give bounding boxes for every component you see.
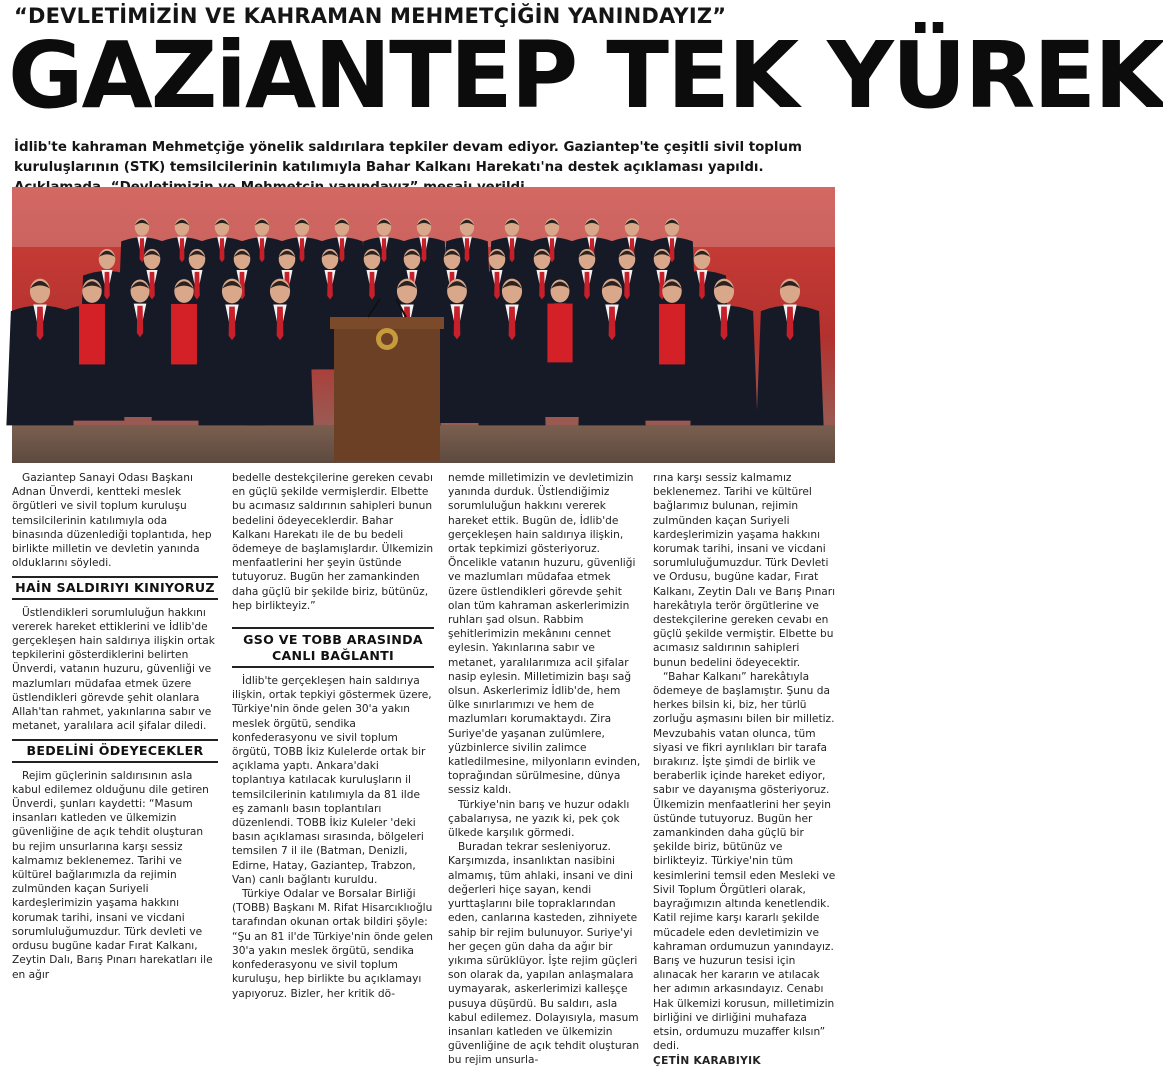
paragraph: bedelle destekçilerine gereken cevabı en güçlü şekilde vermişlerdir. Elbette bu acımasız saldırının sahipleri bunun bedelini ödeyeceklerdir. Bahar Kalkanı Harekatı ile de bu bedeli ödemeye de başlamışlardır. Ülkemizin menfaatlerini her şeyin üstünde tutuyoruz. Bugün her zamankinden daha güçlü bir şekilde biriz, bütünüz, hep birlikteyiz.”: [232, 472, 434, 612]
paragraph: Türkiye'nin barış ve huzur odaklı çabalarıysa, ne yazık ki, pek çok ülkede karşılık görmedi.: [448, 798, 630, 840]
paragraph: Türkiye Odalar ve Borsalar Birliği (TOBB) Başkanı M. Rifat Hisarcıklıoğlu tarafından okunan ortak bildiri şöyle: “Şu an 81 il'de Türkiye'nin önde gelen 30'a yakın meslek örgütü, sendika konfederasyonu ve sivil toplum kuruluşu, hep birlikte bu açıklamayı yapıyoruz. Bizler, her kritik dö-: [232, 888, 433, 1000]
podium: [330, 299, 444, 461]
paragraph: Üstlendikleri sorumluluğun hakkını vererek hareket ettiklerini ve İdlib'de gerçekleşen hain saldırıya ilişkin ortak tepkilerini gösterdiklerini belirten Ünverdi, vatanın huzuru, güvenliği ve mazlumları müdafaa etmek üzere üstlendikleri görevde şehit olanlara Allah'tan rahmet, yakınlarına sabır ve metanet, yaralılara acil şifalar diledi.: [12, 606, 215, 733]
column-3: [448, 471, 641, 1068]
paragraph: İdlib'te gerçekleşen hain saldırıya ilişkin, ortak tepkiyi göstermek üzere, Türkiye'nin önde gelen 30'a yakın meslek örgütü, sendika konfederasyonu ve sivil toplum örgütü, TOBB İkiz Kulelerde ortak bir açıklama yaptı. Ankara'daki toplantıya katılacak kuruluşların il temsilcilerinin katılımıyla da 81 ilde eş zamanlı basın toplantıları düzenlendi. TOBB İkiz Kuleler 'deki basın açıklaması sırasında, bölgeleri temsilen 7 il ile (Batman, Denizli, Edirne, Hatay, Gaziantep, Trabzon, Van) canlı bağlantı kuruldu.: [232, 675, 432, 886]
byline: ÇETİN KARABIYIK: [653, 1055, 761, 1068]
subheading: BEDELİNİ ÖDEYECEKLER: [12, 739, 218, 762]
paragraph: Rejim güçlerinin saldırısının asla kabul edilemez olduğunu dile getiren Ünverdi, şunları kaydetti: “Masum insanları katleden ve ülkemizin güvenliğine de açık tehdit oluşturan bu rejim unsurlarına karşı sessiz kalmamız beklenemez. Tarihi ve kültürel bağlarımızla da rejimin zulmünden kaçan Suriyeli kardeşlerimizin yaşama hakkını korumak tarihi, insani ve vicdani sorumluluğumuzdur. Türk devleti ve ordusu bugüne kadar Fırat Kalkanı, Zeytin Dalı, Barış Pınarı harekatları ile en ağır: [12, 769, 213, 981]
subheading: GSO VE TOBB ARASINDA CANLI BAĞLANTI: [232, 627, 434, 668]
paragraph: Gaziantep Sanayi Odası Başkanı Adnan Ünverdi, kentteki meslek örgütleri ve sivil toplum kuruluşu temsilcilerinin katılımıyla oda binasında düzenlediği toplantıda, hep birlikte milletin ve devletin yanında olduklarını söyledi.: [12, 472, 212, 570]
paragraph: rına karşı sessiz kalmamız beklenemez. Tarihi ve kültürel bağlarımız bulunan, rejimin zulmünden kaçan Suriyeli kardeşlerimizin yaşama hakkını korumak tarihi, insani ve vicdani sorumluluğumuzdur. Türk Devleti ve Ordusu, bugüne kadar, Fırat Kalkanı, Zeytin Dalı ve Barış Pınarı harekâtıyla terör örgütlerine ve destekçilerine gereken cevabı en güçlü şekilde vermiştir. Elbette bu acımasız saldırının sahipleri bunun bedelini ödeyecektir.: [653, 472, 836, 669]
paragraph: Buradan tekrar sesleniyoruz. Karşımızda, insanlıktan nasibini almamış, tüm ahlaki, insani ve dini değerleri hiçe sayan, kendi yurttaşlarını bile topraklarından eden, canlarına kasteden, zihniyete sahip bir rejim bulunuyor. Suriye'yi her geçen gün daha da ağır bir yıkıma sürüklüyor. İşte rejim güçleri son olarak da, yapılan anlaşmalara uymayarak, askerlerimizi kalleşçe pusuya düşürdü. Bu saldırı, asla kabul edilemez. Dolayısıyla, masum insanları katleden ve ülkemizin güvenliğine de açık tehdit oluşturan bu rejim unsurla-: [448, 841, 640, 1067]
article-headline: GAZiANTEP TEK YÜREK: [8, 22, 1163, 129]
article-body: [12, 471, 836, 1068]
column-2: [232, 471, 434, 1001]
article-lead: İdlib'te kahraman Mehmetçiğe yönelik saldırılara tepkiler devam ediyor. Gaziantep'te çeşitli sivil toplum kuruluşlarının (STK) temsilcilerinin katılımıyla Bahar Kalkanı Harekatı'na destek açıklaması yapıldı.: [14, 140, 802, 175]
group-photo: [12, 187, 835, 463]
paragraph: nemde milletimizin ve devletimizin yanında durduk. Üstlendiğimiz sorumluluğun hakkını vererek hareket ettik. Bugün de, İdlib'de gerçekleşen hain saldırıya ilişkin, ortak tepkimizi gösteriyoruz. Öncelikle vatanın huzuru, güvenliği ve mazlumları müdafaa etmek üzere üstlendikleri görevde şehit olan tüm kahraman askerlerimizin ruhları şad olsun. Rabbim şehitlerimizin mekânını cennet eylesin. Yakınlarına sabır ve metanet, yaralılarımıza acil şifalar nasip eylesin. Milletimizin başı sağ olsun. Askerlerimiz İdlib'de, hem ülke sınırlarımızı ve hem de mazlumları korumaktaydı. Zira Suriye'de yaşanan zulümlere, yüzbinlerce sivilin zalimce katledilmesine, milyonların evinden, toprağından sürülmesine, dünya sessiz kaldı.: [448, 472, 641, 797]
paragraph: “Bahar Kalkanı” harekâtıyla ödemeye de başlamıştır. Şunu da herkes bilsin ki, biz, her türlü zorluğu aşmasını bilen bir milletiz. Mevzubahis vatan olunca, tüm siyasi ve fikri ayrılıkları bir tarafa bırakırız. İşte şimdi de birlik ve beraberlik içinde hareket ediyor, sabır ve dayanışma gösteriyoruz. Ülkemizin menfaatlerini her şeyin üstünde tutuyoruz. Bugün her zamankinden daha güçlü bir şekilde biriz, bütünüz ve birlikteyiz. Türkiye'nin tüm kesimlerini temsil eden Mesleki ve Sivil Toplum Örgütleri olarak, bayrağımızın altında kenetlendik. Katil rejime karşı kararlı şekilde mücadele eden devletimizin ve kahraman ordumuzun yanındayız. Barış ve huzurun tesisi için alınacak her kararın ve atılacak her adımın arkasındayız. Cenabı Hak ülkemizi korusun, milletimizin birliğini ve dirliğini muhafaza etsin, ordumuzu muzaffer kılsın” dedi.: [653, 670, 836, 1053]
article-kicker: “DEVLETİMİZİN VE KAHRAMAN MEHMETÇİĞİN YANINDAYIZ”: [14, 4, 727, 28]
column-1: [12, 471, 218, 982]
group-photo-illustration: [12, 187, 835, 463]
column-4: [653, 471, 836, 1069]
subheading: HAİN SALDIRIYI KINIYORUZ: [12, 576, 218, 599]
